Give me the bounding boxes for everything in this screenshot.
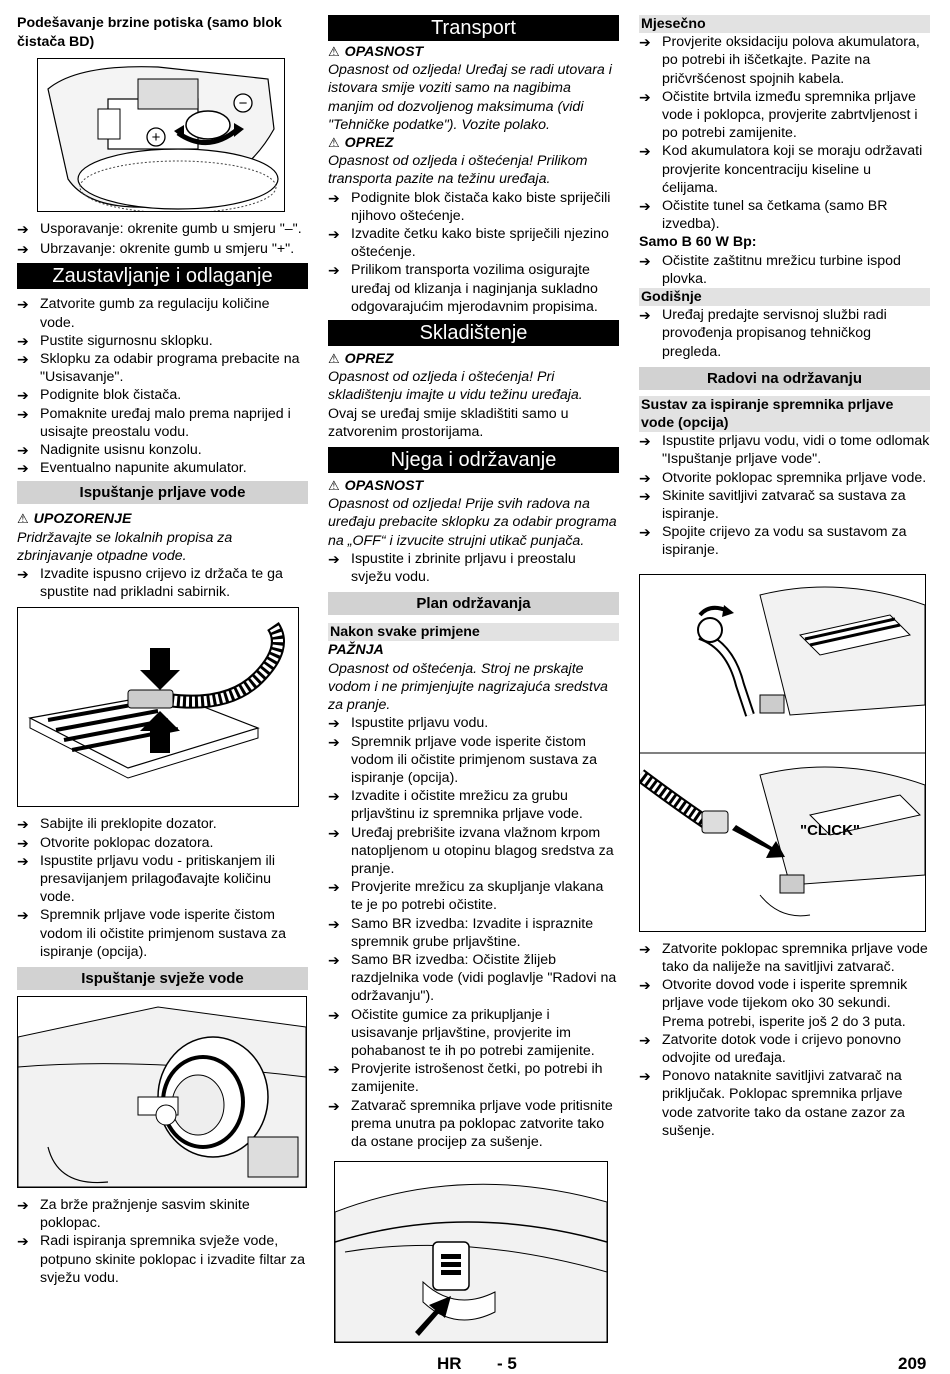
click-label: "CLICK" [799, 821, 861, 839]
arrow-icon: ➔ [17, 1233, 29, 1250]
list-item: ➔ Otvorite dovod vode i isperite spremnik prljave vode tijekom oko 30 sekundi. Prema potrebi, isperite još 2 do 3 puta. [639, 977, 908, 1030]
monthly-list [639, 33, 930, 233]
arrow-icon: ➔ [17, 1197, 29, 1214]
figure-tank-latch [334, 1161, 608, 1343]
warning-text: Pridržavajte se lokalnih propisa za zbrinjavanje otpadne vode. [17, 529, 233, 564]
footer-language: HR [437, 1354, 462, 1373]
list-item: ➔ Zatvorite poklopac spremnika prljave vode tako da naliježe na savitljivi zatvarač. [639, 940, 928, 975]
list-item: ➔ Očistite tunel sa četkama (samo BR izvedba). [639, 198, 888, 233]
arrow-icon: ➔ [639, 487, 651, 504]
plus-label: + [151, 129, 161, 146]
list-item: ➔ Ispustite prljavu vodu, vidi o tome odlomak "Ispuštanje prljave vode". [639, 433, 930, 468]
arrow-icon: ➔ [17, 566, 29, 583]
b60-list [639, 252, 930, 288]
arrow-icon: ➔ [17, 442, 29, 459]
yearly-list [639, 306, 930, 361]
list-item: ➔ Zatvorite dotok vode i crijevo ponovno odvojite od uređaja. [639, 1031, 901, 1066]
list-item: ➔ Zatvarač spremnika prljave vode pritisnite prema unutra pa poklopac zatvorite tako da ostane procijep za sušenje. [328, 1097, 613, 1150]
list-item: ➔ Sabijte ili preklopite dozator. [17, 816, 217, 833]
list-item: ➔ Otvorite poklopac dozatora. [17, 834, 214, 851]
column-middle [328, 15, 619, 1351]
list-item: ➔ Uređaj prebrišite izvana vlažnom krpom natopljenom u otopinu blagog sredstva za pranje. [328, 824, 614, 877]
arrow-icon: ➔ [17, 834, 29, 851]
attention-label: PAŽNJA [328, 642, 384, 659]
arrow-icon: ➔ [17, 907, 29, 924]
arrow-icon: ➔ [328, 715, 340, 732]
figure-fresh-water-filter [17, 996, 307, 1188]
caution-label: ⚠ OPREZ [328, 351, 394, 368]
arrow-icon: ➔ [328, 915, 340, 932]
list-item: ➔ Provjerite mrežicu za skupljanje vlakana te je po potrebi očistite. [328, 879, 604, 914]
fresh-list [17, 1196, 308, 1287]
arrow-icon: ➔ [17, 816, 29, 833]
storage-caution-text: Opasnost od ozljeda i oštećenja! Pri skladištenju imajte u vidu težinu uređaja. [328, 369, 583, 404]
yearly-heading: Godišnje [639, 288, 930, 306]
arrow-icon: ➔ [17, 405, 29, 422]
arrow-icon: ➔ [328, 262, 340, 279]
after-use-list [328, 714, 619, 1151]
arrow-icon: ➔ [328, 550, 340, 567]
list-item: ➔ Prilikom transporta vozilima osigurajte uređaj od klizanja i naginjanja sukladno odgovarajućim mjerodavnim propisima. [328, 262, 598, 315]
list-item: ➔ Skinite savitljivi zatvarač sa sustava za ispiranje. [639, 487, 906, 523]
arrow-icon: ➔ [328, 1006, 340, 1023]
rinse-list-2 [639, 940, 930, 1140]
arrow-icon: ➔ [639, 433, 651, 450]
list-item: ➔ Ubrzavanje: okrenite gumb u smjeru "+". [17, 241, 295, 258]
arrow-icon: ➔ [17, 241, 29, 258]
list-item: ➔ Usporavanje: okrenite gumb u smjeru "–". [17, 221, 302, 237]
list-item: ➔ Pomaknite uređaj malo prema naprijed i usisajte preostalu vodu. [17, 405, 291, 440]
warning-icon: ⚠ [17, 511, 29, 527]
stop-list [17, 295, 308, 477]
rinse-list-1 [639, 432, 930, 559]
list-item: ➔ Provjerite oksidaciju polova akumulatora, po potrebi ih iščetkajte. Pazite na pričvršćenost spojnih kabela. [639, 34, 920, 87]
arrow-icon: ➔ [639, 1068, 651, 1085]
list-item: ➔ Spojite crijevo za vodu sa sustavom za ispiranje. [639, 524, 907, 559]
arrow-icon: ➔ [328, 226, 340, 243]
storage-text: Ovaj se uređaj smije skladištiti samo u zatvorenim prostorijama. [328, 405, 569, 440]
arrow-icon: ➔ [639, 198, 651, 215]
arrow-icon: ➔ [17, 332, 29, 349]
arrow-icon: ➔ [639, 469, 651, 486]
list-item: ➔ Otvorite poklopac spremnika prljave vode. [639, 469, 927, 486]
list-item: ➔ Za brže pražnjenje sasvim skinite poklopac. [17, 1197, 250, 1232]
list-item: ➔ Spremnik prljave vode isperite čistom vodom ili očistite primjenom sustava za ispiranje (opcija). [328, 733, 598, 786]
arrow-icon: ➔ [328, 788, 340, 805]
footer-page-number: 209 [898, 1354, 927, 1373]
footer-subpage: - 5 [497, 1354, 517, 1373]
monthly-heading: Mjesečno [639, 15, 930, 33]
list-item: ➔ Spremnik prljave vode isperite čistom vodom ili očistite primjenom sustava za ispiranje (opcija). [17, 907, 287, 960]
list-item: ➔ Izvadite ispusno crijevo iz držača te ga spustite nad prikladni sabirnik. [17, 566, 283, 601]
care-list [328, 550, 619, 586]
list-item: ➔ Očistite gumice za prikupljanje i usisavanje prljavštine, provjerite im pohabanost te ih po potrebi zamijenite. [328, 1006, 595, 1059]
column-left [17, 14, 308, 1287]
dirty-list-1 [17, 565, 308, 601]
list-item: ➔ Samo BR izvedba: Izvadite i ispraznite spremnik grube prljavštine. [328, 915, 594, 950]
danger-label: ⚠ OPASNOST [328, 478, 424, 495]
b60-heading: Samo B 60 W Bp: [639, 234, 757, 251]
arrow-icon: ➔ [639, 524, 651, 541]
arrow-icon: ➔ [328, 733, 340, 750]
list-item: ➔ Uređaj predajte servisnoj službi radi provođenja propisanog tehničkog pregleda. [639, 307, 887, 360]
arrow-icon: ➔ [639, 977, 651, 994]
figure-drain-hose [17, 607, 299, 807]
arrow-icon: ➔ [328, 1061, 340, 1078]
arrow-icon: ➔ [639, 143, 651, 160]
after-use-heading: Nakon svake primjene [328, 623, 619, 641]
section-title-plan: Plan održavanja [328, 592, 619, 615]
list-item: ➔ Podignite blok čistača kako biste spriječili njihovo oštećenje. [328, 189, 611, 224]
list-item: ➔ Zatvorite gumb za regulaciju količine vode. [17, 296, 270, 331]
list-item: ➔ Podignite blok čistača. [17, 387, 182, 404]
list-item: ➔ Nadignite usisnu konzolu. [17, 442, 202, 459]
arrow-icon: ➔ [328, 824, 340, 841]
list-item: ➔ Ispustite prljavu vodu. [328, 715, 489, 732]
list-item: ➔ Izvadite četku kako biste spriječili njezino oštećenje. [328, 226, 609, 261]
list-item: ➔ Eventualno napunite akumulator. [17, 460, 247, 477]
section-title-fresh-water: Ispuštanje svježe vode [17, 967, 308, 990]
speed-list [17, 220, 308, 258]
speed-heading: Podešavanje brzine potiska (samo blok čistača BD) [17, 15, 282, 50]
list-item: ➔ Ispustite prljavu vodu - pritiskanjem ili presavijanjem prilagođavajte količinu vode. [17, 852, 275, 906]
figure-brush-head-speed [37, 58, 285, 212]
warning-icon: ⚠ [328, 478, 340, 494]
caution-label: ⚠ OPREZ [328, 135, 394, 152]
list-item: ➔ Izvadite i očistite mrežicu za grubu prljavštinu iz spremnika prljave vode. [328, 788, 583, 823]
arrow-icon: ➔ [328, 1097, 340, 1114]
list-item: ➔ Sklopku za odabir programa prebacite na "Usisavanje". [17, 351, 300, 386]
transport-list [328, 189, 619, 316]
list-item: ➔ Radi ispiranja spremnika svježe vode, potpuno skinite poklopac i izvadite filtar za svježu vodu. [17, 1233, 305, 1286]
arrow-icon: ➔ [17, 460, 29, 477]
danger-label: ⚠ OPASNOST [328, 44, 424, 60]
section-title-transport: Transport [328, 15, 619, 41]
arrow-icon: ➔ [639, 252, 651, 269]
arrow-icon: ➔ [639, 307, 651, 324]
minus-label: − [238, 95, 248, 112]
danger-text: Opasnost od ozljeda! Uređaj se radi utovara i istovara smije voziti samo na nagibima manjim od dozvoljenog maksimuma (vidi "Tehničke podatke"). Vozite polako. [328, 62, 612, 133]
arrow-icon: ➔ [328, 189, 340, 206]
section-title-dirty-water: Ispuštanje prljave vode [17, 481, 308, 504]
warning-icon: ⚠ [328, 351, 340, 367]
warning-icon: ⚠ [328, 44, 340, 59]
arrow-icon: ➔ [17, 221, 29, 237]
list-item: ➔ Pustite sigurnosnu sklopku. [17, 332, 213, 349]
dirty-list-2 [17, 815, 308, 961]
list-item: ➔ Provjerite istrošenost četki, po potrebi ih zamijenite. [328, 1061, 603, 1096]
attention-text: Opasnost od oštećenja. Stroj ne prskajte vodom i ne primjenjujte nagrizajuća sredstva za pranje. [328, 660, 608, 714]
caution-text: Opasnost od ozljeda i oštećenja! Prilikom transporta pazite na težinu uređaja. [328, 153, 588, 188]
section-title-maintenance: Radovi na održavanju [639, 367, 930, 390]
arrow-icon: ➔ [639, 940, 651, 957]
figure-rinse-system [639, 574, 926, 932]
section-title-stop: Zaustavljanje i odlaganje [17, 263, 308, 289]
arrow-icon: ➔ [328, 879, 340, 896]
warning-icon: ⚠ [328, 135, 340, 151]
column-right [639, 15, 930, 1140]
list-item: ➔ Ispustite i zbrinite prljavu i preostalu svježu vodu. [328, 550, 576, 586]
arrow-icon: ➔ [639, 88, 651, 105]
arrow-icon: ➔ [17, 351, 29, 368]
section-title-storage: Skladištenje [328, 320, 619, 346]
section-title-care: Njega i održavanje [328, 447, 619, 473]
arrow-icon: ➔ [17, 387, 29, 404]
arrow-icon: ➔ [639, 1031, 651, 1048]
list-item: ➔ Očistite zaštitnu mrežicu turbine ispod plovka. [639, 252, 901, 287]
arrow-icon: ➔ [17, 852, 29, 869]
list-item: ➔ Očistite brtvila između spremnika prljave vode i poklopca, provjerite zabrtvljenost i po potrebi zamijenite. [639, 88, 918, 142]
warning-label: ⚠ UPOZORENJE [17, 511, 132, 528]
list-item: ➔ Samo BR izvedba: Očistite žlijeb razdjelnika vode (vidi poglavlje "Radovi na održavanju"). [328, 951, 617, 1005]
arrow-icon: ➔ [17, 296, 29, 313]
rinse-heading: Sustav za ispiranje spremnika prljave vode (opcija) [639, 396, 930, 432]
list-item: ➔ Ponovo nataknite savitljivi zatvarač na priključak. Poklopac spremnika prljave vode zatvorite tako da ostane zazor za sušenje. [639, 1068, 905, 1139]
list-item: ➔ Kod akumulatora koji se moraju održavati provjerite koncentraciju kiseline u ćelijama. [639, 143, 923, 196]
arrow-icon: ➔ [639, 34, 651, 51]
arrow-icon: ➔ [328, 951, 340, 968]
care-danger-text: Opasnost od ozljeda! Prije svih radova na uređaju prebacite sklopku za odabir programa na „OFF“ i izvucite strujni utikač punjača. [328, 496, 617, 549]
